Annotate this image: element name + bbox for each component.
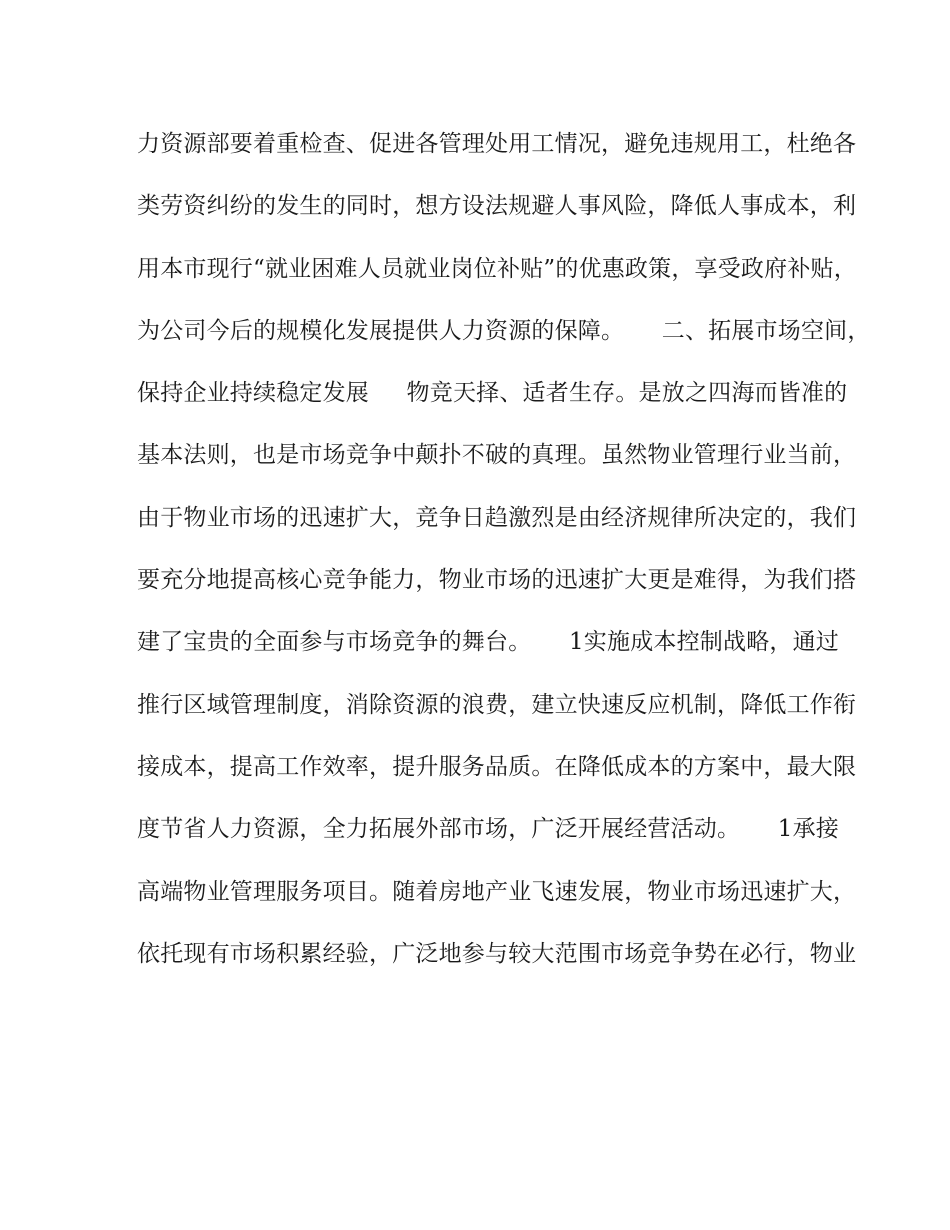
text-line: 要充分地提高核心竞争能力，物业市场的迅速扩大更是难得，为我们搭 — [137, 567, 857, 594]
text-line: 高端物业管理服务项目。随着房地产业飞速发展，物业市场迅速扩大， — [137, 878, 857, 905]
text-line: 力资源部要着重检查、促进各管理处用工情况，避免违规用工，杜绝各 — [137, 131, 857, 157]
text-line: 用本市现行“就业困难人员就业岗位补贴”的优惠政策，享受政府补贴， — [137, 255, 857, 282]
text-line: 由于物业市场的迅速扩大，竞争日趋激烈是由经济规律所决定的，我们 — [137, 504, 857, 531]
text-line: 建了宝贵的全面参与市场竞争的舞台。 1实施成本控制战略，通过 — [137, 629, 839, 656]
text-line: 推行区域管理制度，消除资源的浪费，建立快速反应机制，降低工作衔 — [137, 691, 857, 718]
text-line: 依托现有市场积累经验，广泛地参与较大范围市场竞争势在必行，物业 — [137, 940, 857, 967]
text-line: 保持企业持续稳定发展 物竞天择、适者生存。是放之四海而皆准的 — [137, 380, 848, 407]
text-line: 接成本，提高工作效率，提升服务品质。在降低成本的方案中，最大限 — [137, 753, 857, 780]
text-line: 类劳资纠纷的发生的同时，想方设法规避人事风险，降低人事成本，利 — [137, 193, 857, 220]
text-line: 为公司今后的规模化发展提供人力资源的保障。 二、拓展市场空间， — [137, 317, 871, 344]
text-line: 度节省人力资源，全力拓展外部市场，广泛开展经营活动。 1承接 — [137, 816, 839, 843]
text-line: 基本法则，也是市场竞争中颠扑不破的真理。虽然物业管理行业当前， — [137, 442, 857, 469]
body-text — [137, 124, 871, 996]
